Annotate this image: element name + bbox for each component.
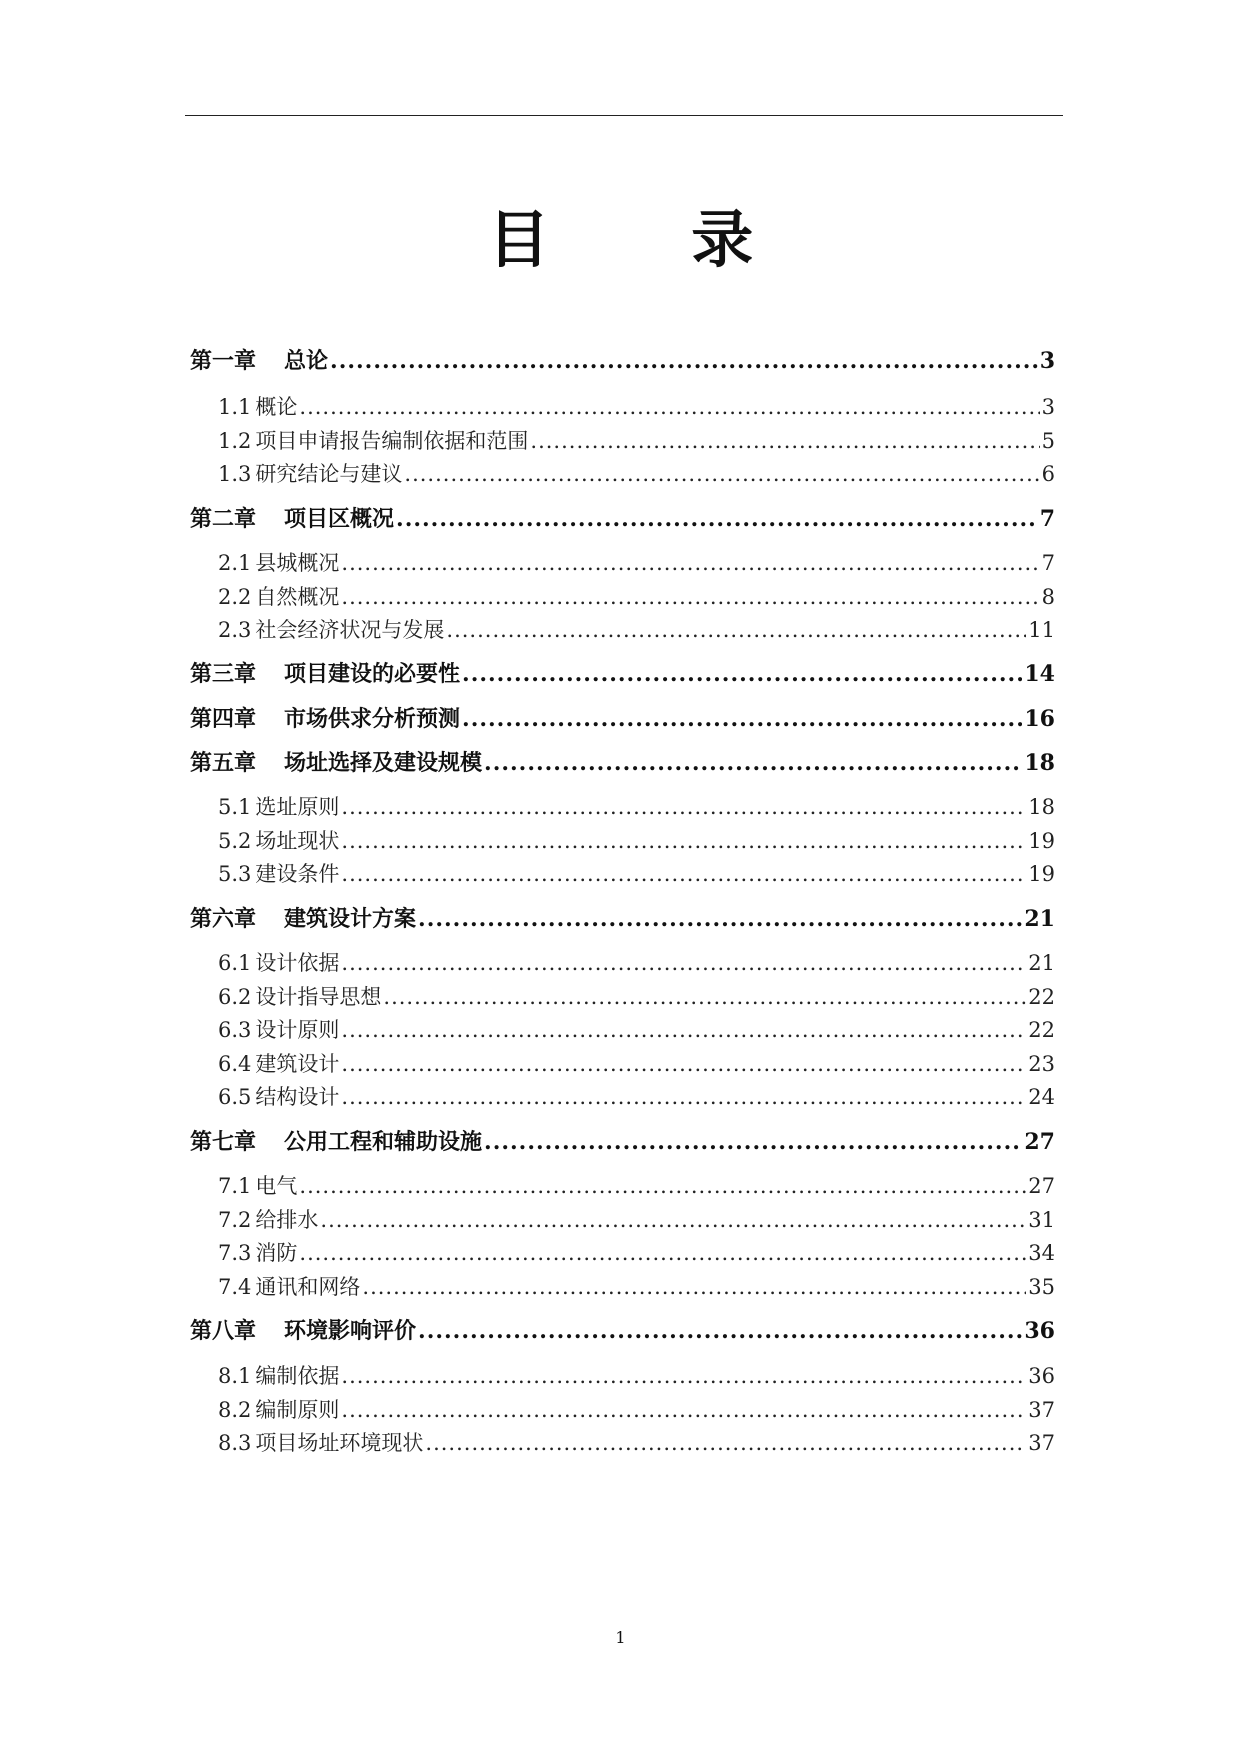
toc-entry-number: 6.5 (218, 1085, 252, 1109)
toc-entry-number: 2.1 (218, 551, 252, 575)
toc-entry-label (218, 1171, 297, 1201)
toc-entry-page: 37 (1028, 1431, 1055, 1455)
toc-entry-label (218, 1082, 339, 1112)
toc-entry-number: 8.2 (218, 1398, 252, 1422)
toc-chapter-entry[interactable] (190, 659, 1055, 689)
toc-entry-title: 结构设计 (255, 1085, 340, 1109)
toc-entry-page: 34 (1028, 1241, 1055, 1265)
toc-entry-page: 19 (1028, 829, 1055, 853)
toc-entry-title: 县城概况 (255, 551, 340, 575)
toc-dot-leader (299, 1238, 1026, 1268)
toc-entry-label (218, 859, 339, 889)
toc-dot-leader (299, 392, 1039, 422)
toc-dot-leader (484, 748, 1022, 778)
toc-section-entry[interactable] (218, 1395, 1055, 1425)
toc-entry-label (218, 392, 297, 422)
toc-entry-page: 19 (1028, 862, 1055, 886)
toc-section-entry[interactable] (218, 982, 1055, 1012)
toc-entry-number: 第四章 (190, 706, 257, 732)
toc-dot-leader (341, 582, 1039, 612)
toc-section-entry[interactable] (218, 1082, 1055, 1112)
toc-section-entry[interactable] (218, 1272, 1055, 1302)
toc-section-entry[interactable] (218, 1361, 1055, 1391)
toc-entry-number: 7.4 (218, 1275, 252, 1299)
toc-entry-number: 第五章 (190, 750, 257, 776)
toc-entry-number: 7.2 (218, 1208, 252, 1232)
toc-entry-page: 31 (1028, 1208, 1055, 1232)
toc-dot-leader (320, 1205, 1026, 1235)
toc-dot-leader (330, 346, 1038, 376)
toc-entry-title: 设计依据 (255, 951, 340, 975)
toc-dot-leader (418, 904, 1022, 934)
toc-entry-title: 设计原则 (255, 1018, 340, 1042)
toc-entry-number: 2.2 (218, 585, 252, 609)
toc-entry-title: 项目区概况 (284, 506, 395, 532)
toc-entry-title: 电气 (255, 1174, 298, 1198)
toc-entry-page: 21 (1024, 906, 1055, 932)
toc-entry-title: 项目场址环境现状 (255, 1431, 424, 1455)
toc-entry-number: 1.2 (218, 429, 252, 453)
toc-entry-label (190, 1127, 482, 1157)
toc-section-entry[interactable] (218, 859, 1055, 889)
toc-entry-page: 3 (1039, 348, 1055, 374)
toc-entry-title: 设计指导思想 (255, 985, 382, 1009)
toc-entry-label (218, 982, 381, 1012)
toc-entry-page: 16 (1024, 706, 1055, 732)
toc-entry-page: 8 (1041, 585, 1055, 609)
toc-entry-title: 自然概况 (255, 585, 340, 609)
toc-entry-number: 5.3 (218, 862, 252, 886)
toc-entry-page: 22 (1028, 1018, 1055, 1042)
toc-entry-page: 3 (1041, 395, 1055, 419)
toc-title: 目 录 (487, 203, 814, 276)
toc-entry-title: 研究结论与建议 (255, 462, 403, 486)
toc-dot-leader (404, 459, 1039, 489)
toc-entry-page: 37 (1028, 1398, 1055, 1422)
toc-section-entry[interactable] (218, 459, 1055, 489)
toc-section-entry[interactable] (218, 948, 1055, 978)
toc-dot-leader (425, 1428, 1026, 1458)
toc-entry-title: 公用工程和辅助设施 (284, 1129, 483, 1155)
toc-dot-leader (462, 704, 1022, 734)
toc-dot-leader (341, 948, 1026, 978)
toc-chapter-entry[interactable] (190, 346, 1055, 376)
toc-dot-leader (341, 826, 1026, 856)
toc-entry-label (190, 904, 416, 934)
toc-entry-label (218, 1272, 360, 1302)
toc-dot-leader (341, 1015, 1026, 1045)
toc-section-entry[interactable] (218, 548, 1055, 578)
toc-entry-number: 2.3 (218, 618, 252, 642)
toc-entry-page: 7 (1041, 551, 1055, 575)
toc-entry-label (218, 1395, 339, 1425)
toc-entry-number: 6.1 (218, 951, 252, 975)
toc-entry-label (218, 1361, 339, 1391)
toc-dot-leader (383, 982, 1026, 1012)
toc-entry-title: 消防 (255, 1241, 298, 1265)
toc-entry-label (218, 548, 339, 578)
toc-dot-leader (341, 1361, 1026, 1391)
toc-entry-page: 24 (1028, 1085, 1055, 1109)
toc-entry-page: 27 (1024, 1129, 1055, 1155)
toc-entry-label (218, 948, 339, 978)
header-rule (185, 115, 1063, 116)
toc-entry-title: 编制依据 (255, 1364, 340, 1388)
toc-entry-title: 选址原则 (255, 795, 340, 819)
toc-entry-number: 第二章 (190, 506, 257, 532)
toc-entry-label (190, 1316, 416, 1346)
toc-entry-page: 7 (1039, 506, 1055, 532)
toc-entry-title: 建筑设计方案 (284, 906, 417, 932)
toc-entry-label (190, 748, 482, 778)
toc-section-entry[interactable] (218, 1205, 1055, 1235)
toc-dot-leader (341, 548, 1039, 578)
toc-entry-page: 11 (1028, 618, 1055, 642)
toc-entry-label (218, 1428, 423, 1458)
toc-entry-number: 第一章 (190, 348, 257, 374)
toc-entry-label (190, 504, 394, 534)
toc-entry-page: 5 (1041, 429, 1055, 453)
toc-entry-title: 编制原则 (255, 1398, 340, 1422)
toc-entry-label (218, 1049, 339, 1079)
toc-entry-label (190, 346, 328, 376)
toc-entry-title: 概论 (255, 395, 298, 419)
toc-section-entry[interactable] (218, 1049, 1055, 1079)
toc-entry-page: 27 (1028, 1174, 1055, 1198)
toc-entry-title: 通讯和网络 (255, 1275, 361, 1299)
toc-dot-leader (341, 792, 1026, 822)
toc-entry-label (218, 1238, 297, 1268)
toc-entry-title: 项目建设的必要性 (284, 661, 461, 687)
toc-chapter-entry[interactable] (190, 748, 1055, 778)
toc-entry-title: 市场供求分析预测 (284, 706, 461, 732)
toc-entry-number: 1.1 (218, 395, 252, 419)
toc-chapter-entry[interactable] (190, 704, 1055, 734)
toc-entry-number: 第七章 (190, 1129, 257, 1155)
toc-entry-page: 21 (1028, 951, 1055, 975)
toc-dot-leader (530, 426, 1039, 456)
toc-entry-number: 6.4 (218, 1052, 252, 1076)
toc-entry-title: 总论 (284, 348, 329, 374)
toc-entry-label (190, 704, 460, 734)
toc-entry-label (218, 826, 339, 856)
toc-section-entry[interactable] (218, 1171, 1055, 1201)
toc-entry-number: 1.3 (218, 462, 252, 486)
toc-section-entry[interactable] (218, 792, 1055, 822)
toc-entry-number: 7.1 (218, 1174, 252, 1198)
toc-entry-page: 18 (1024, 750, 1055, 776)
toc-entry-number: 5.2 (218, 829, 252, 853)
toc-entry-page: 23 (1028, 1052, 1055, 1076)
toc-dot-leader (418, 1316, 1022, 1346)
toc-section-entry[interactable] (218, 1015, 1055, 1045)
toc-entry-label (218, 1205, 318, 1235)
toc-section-entry[interactable] (218, 615, 1055, 645)
toc-dot-leader (362, 1272, 1026, 1302)
toc-dot-leader (341, 1395, 1026, 1425)
toc-entry-number: 7.3 (218, 1241, 252, 1265)
toc-entry-title: 项目申请报告编制依据和范围 (255, 429, 529, 453)
toc-entry-number: 8.1 (218, 1364, 252, 1388)
toc-dot-leader (341, 1082, 1026, 1112)
toc-dot-leader (462, 659, 1022, 689)
toc-chapter-entry[interactable] (190, 1127, 1055, 1157)
page-number: 1 (615, 1628, 626, 1647)
toc-entry-number: 第八章 (190, 1318, 257, 1344)
toc-dot-leader (341, 859, 1026, 889)
toc-chapter-entry[interactable] (190, 904, 1055, 934)
toc-entry-title: 环境影响评价 (284, 1318, 417, 1344)
toc-entry-title: 场址选择及建设规模 (284, 750, 483, 776)
toc-chapter-entry[interactable] (190, 1316, 1055, 1346)
toc-section-entry[interactable] (218, 826, 1055, 856)
toc-entry-number: 第六章 (190, 906, 257, 932)
toc-entry-label (190, 659, 460, 689)
toc-entry-page: 36 (1028, 1364, 1055, 1388)
toc-entry-title: 给排水 (255, 1208, 319, 1232)
toc-entry-label (218, 582, 339, 612)
toc-section-entry[interactable] (218, 1238, 1055, 1268)
toc-entry-label (218, 1015, 339, 1045)
toc-entry-page: 36 (1024, 1318, 1055, 1344)
toc-dot-leader (396, 504, 1038, 534)
toc-entry-title: 场址现状 (255, 829, 340, 853)
toc-entry-page: 18 (1028, 795, 1055, 819)
toc-entry-title: 社会经济状况与发展 (255, 618, 445, 642)
toc-section-entry[interactable] (218, 426, 1055, 456)
toc-entry-label (218, 792, 339, 822)
toc-entry-label (218, 615, 444, 645)
toc-entry-label (218, 459, 402, 489)
toc-entry-page: 35 (1028, 1275, 1055, 1299)
toc-entry-page: 14 (1024, 661, 1055, 687)
toc-section-entry[interactable] (218, 582, 1055, 612)
toc-entry-page: 6 (1041, 462, 1055, 486)
toc-entry-number: 5.1 (218, 795, 252, 819)
toc-dot-leader (446, 615, 1026, 645)
toc-chapter-entry[interactable] (190, 504, 1055, 534)
toc-section-entry[interactable] (218, 1428, 1055, 1458)
toc-entry-title: 建设条件 (255, 862, 340, 886)
toc-entry-number: 8.3 (218, 1431, 252, 1455)
toc-entry-title: 建筑设计 (255, 1052, 340, 1076)
toc-entry-page: 22 (1028, 985, 1055, 1009)
toc-entry-label (218, 426, 528, 456)
toc-dot-leader (341, 1049, 1026, 1079)
toc-dot-leader (484, 1127, 1022, 1157)
toc-entry-number: 第三章 (190, 661, 257, 687)
toc-entry-number: 6.2 (218, 985, 252, 1009)
toc-section-entry[interactable] (218, 392, 1055, 422)
toc-dot-leader (299, 1171, 1026, 1201)
toc-entry-number: 6.3 (218, 1018, 252, 1042)
